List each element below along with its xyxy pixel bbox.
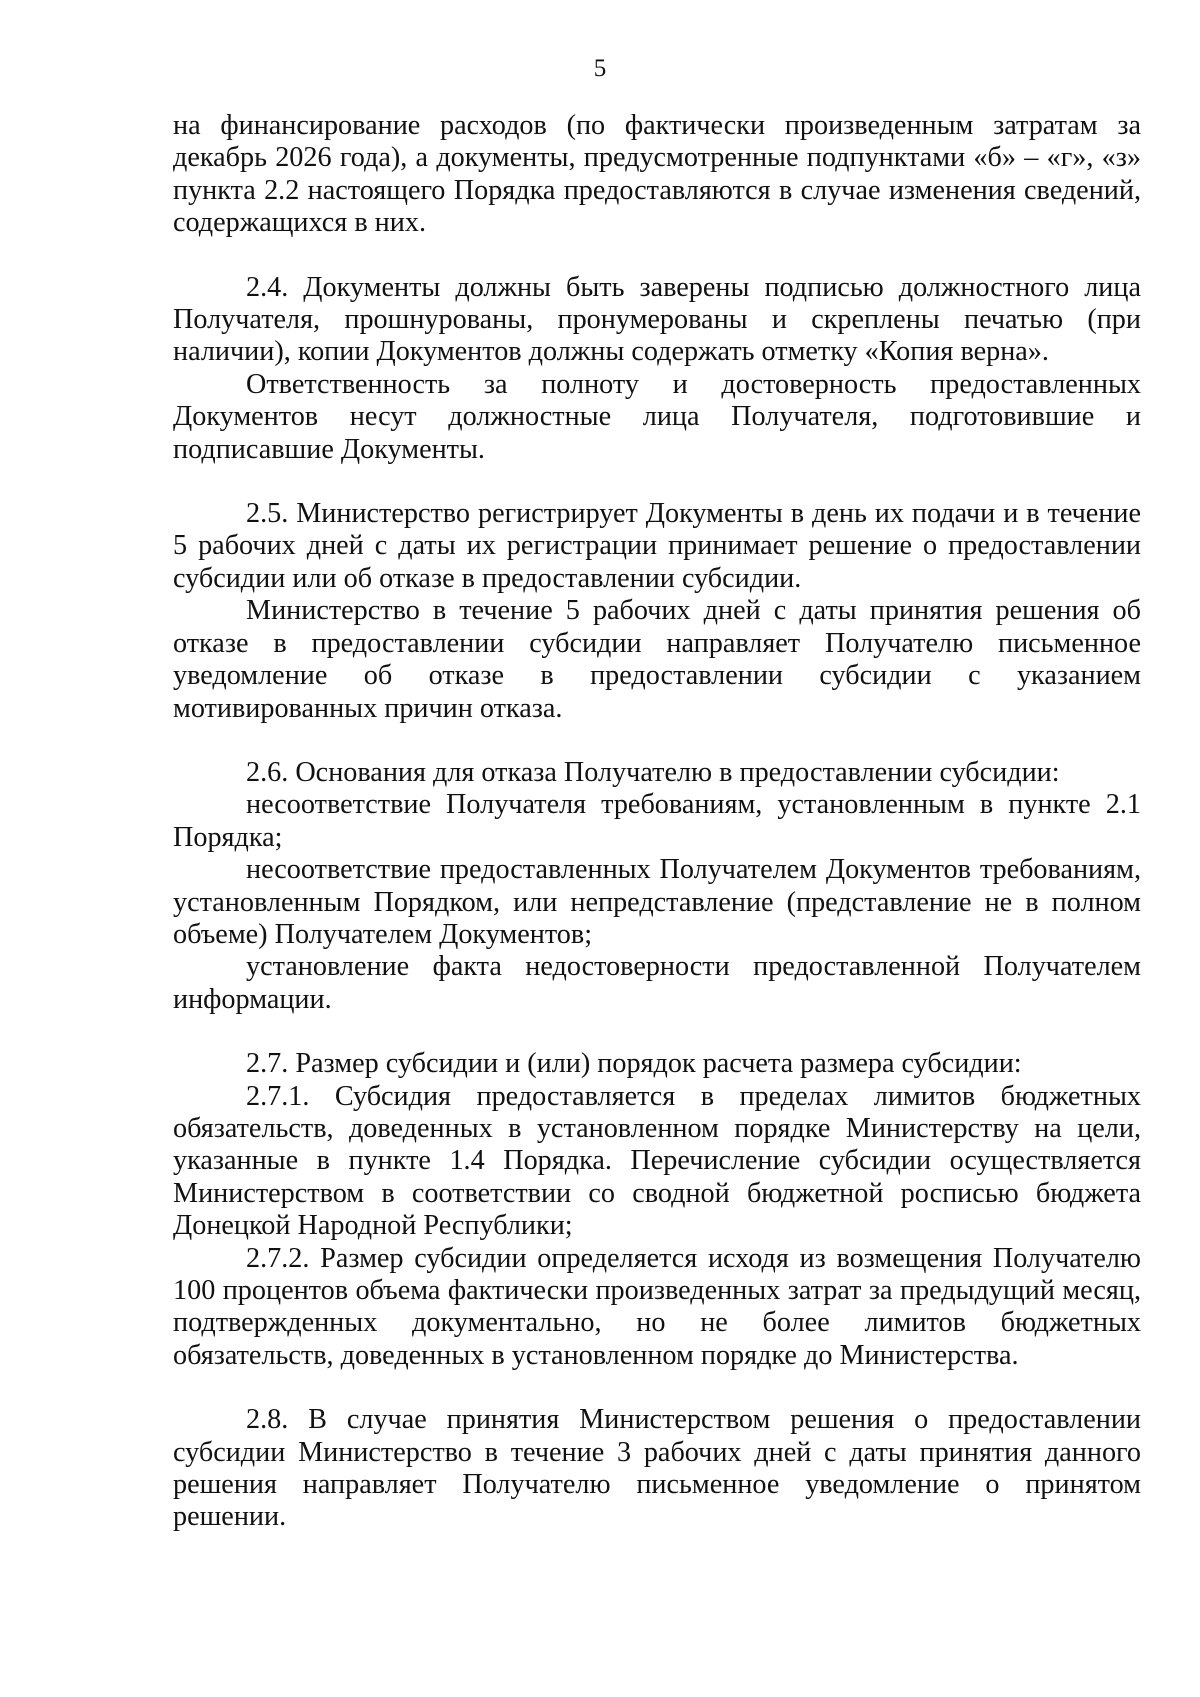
paragraph-2-8: 2.8. В случае принятия Министерством решения о предоставлении субсидии Министерство в течение 3 рабочих дней с даты принятия данного решения направляет Получателю письменное уведомление о принятом решении. [173, 1404, 1141, 1533]
document-body [173, 110, 1141, 1534]
paragraph-2-7: 2.7. Размер субсидии и (или) порядок расчета размера субсидии: [246, 1048, 1022, 1080]
paragraph-2-5-notice: Министерство в течение 5 рабочих дней с даты принятия решения об отказе в предоставлении субсидии направляет Получателю письменное уведомление об отказе в предоставлении субсидии с указанием мотивированных причин отказа. [173, 595, 1141, 724]
paragraph-2-4-responsibility: Ответственность за полноту и достоверность предоставленных Документов несут должностные лица Получателя, подготовившие и подписавшие Документы. [173, 368, 1141, 465]
paragraph-2-4: 2.4. Документы должны быть заверены подписью должностного лица Получателя, прошнурованы, пронумерованы и скреплены печатью (при наличии), копии Документов должны содержать отметку «Копия верна». [173, 271, 1141, 368]
paragraph-2-5: 2.5. Министерство регистрирует Документы в день их подачи и в течение 5 рабочих дней с даты их регистрации принимает решение о предоставлении субсидии или об отказе в предоставлении субсидии. [173, 498, 1141, 594]
paragraph-2-6: 2.6. Основания для отказа Получателю в предоставлении субсидии: [246, 756, 1060, 788]
paragraph-2-7-2: 2.7.2. Размер субсидии определяется исходя из возмещения Получателю 100 процентов объема фактически произведенных затрат за предыдущий месяц, подтвержденных документально, но не более лимитов бюджетных обязательств, доведенных в установленном порядке до Министерства. [173, 1242, 1141, 1371]
paragraph-2-7-1: 2.7.1. Субсидия предоставляется в пределах лимитов бюджетных обязательств, доведенных в установленном порядке Министерству на цели, указанные в пункте 1.4 Порядка. Перечисление субсидии осуществляется Министерством в соответствии со сводной бюджетной росписью бюджета Донецкой Народной Республики; [173, 1080, 1141, 1242]
page-number: 5 [593, 55, 607, 82]
paragraph-2-6-ground-2: несоответствие предоставленных Получателем Документов требованиям, установленным Порядком, или непредставление (представление не в полном объеме) Получателем Документов; [173, 854, 1141, 950]
paragraph-2-6-ground-3: установление факта недостоверности предоставленной Получателем информации. [173, 951, 1141, 1015]
paragraph-2-6-ground-1: несоответствие Получателя требованиям, установленным в пункте 2.1 Порядка; [173, 789, 1141, 853]
paragraph-continuation: на финансирование расходов (по фактически произведенным затратам за декабрь 2026 года), а документы, предусмотренные подпунктами «б» – «г», «з» пункта 2.2 настоящего Порядка предоставляются в случае изменения сведений, содержащихся в них. [173, 110, 1141, 239]
